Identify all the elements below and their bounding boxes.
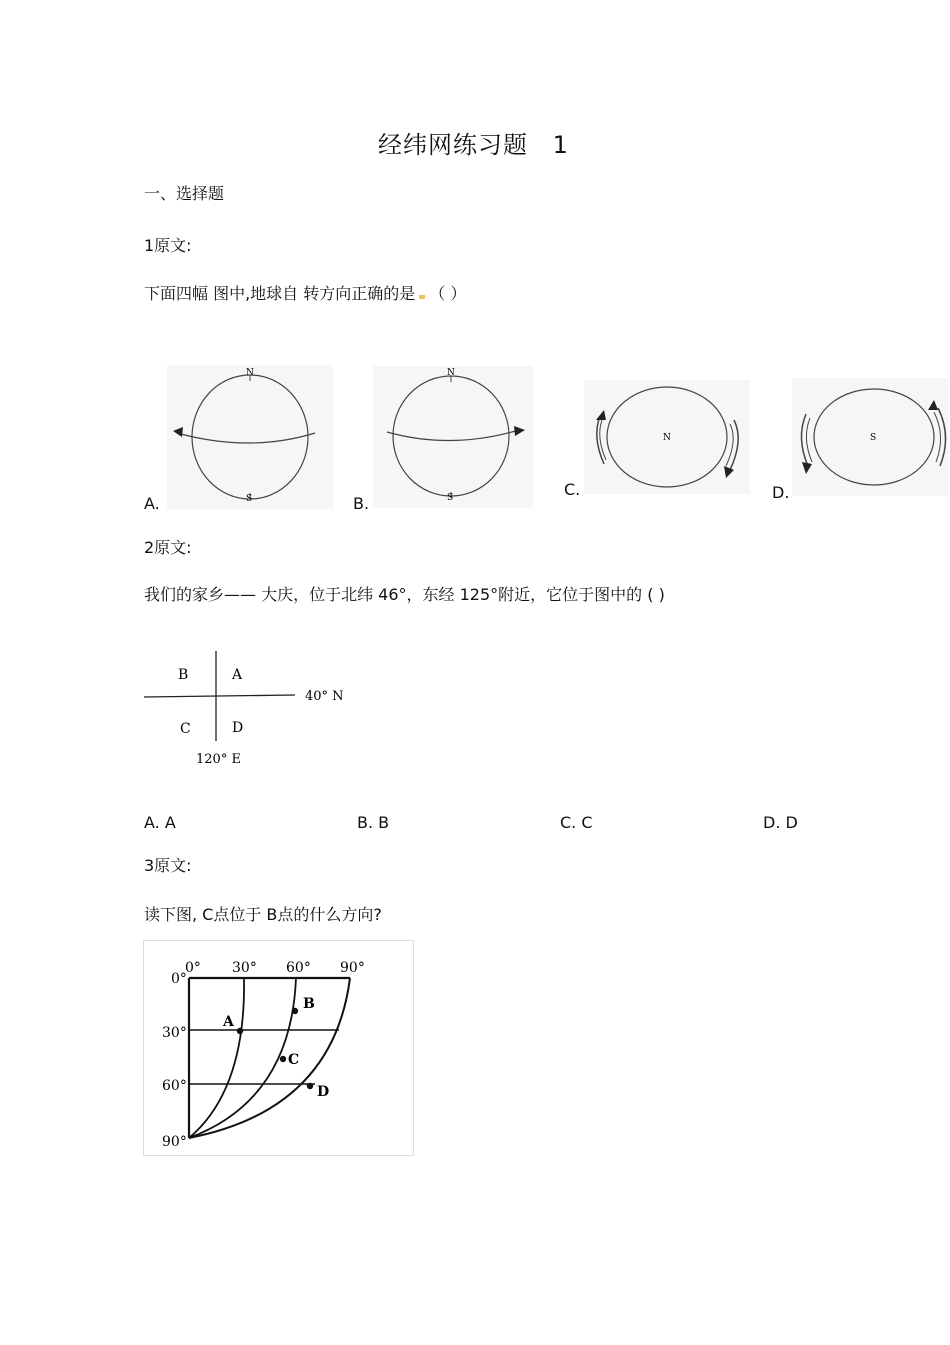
q3-header: 3原文: <box>144 856 192 875</box>
north-label: N <box>447 368 455 378</box>
q1-stem-text: 下面四幅 图中,地球自 转方向正确的是 <box>144 284 416 303</box>
q2-option-b: B. B <box>357 813 390 832</box>
q1-stem <box>144 281 466 304</box>
quadrant-b: B <box>178 667 189 683</box>
q1-figure-a <box>167 365 333 509</box>
left-label-30: 30° <box>162 1025 187 1041</box>
quadrant-c: C <box>180 721 191 737</box>
q1-figure-b <box>373 366 533 508</box>
south-label: S <box>870 433 877 443</box>
point-d-label: D <box>317 1084 330 1100</box>
north-label: N <box>246 368 254 378</box>
q2-option-a: A. A <box>144 813 176 832</box>
q2-option-c: C. C <box>560 813 593 832</box>
left-label-60: 60° <box>162 1078 187 1094</box>
north-label: N <box>663 433 671 443</box>
left-label-0: 0° <box>171 971 187 987</box>
q2-option-d: D. D <box>763 813 798 832</box>
q1-option-d-label: D. <box>772 483 790 502</box>
quadrant-a: A <box>232 667 243 683</box>
point-b-label: B <box>303 996 315 1012</box>
longitude-label: 120° E <box>196 752 241 767</box>
page-title <box>378 125 569 160</box>
quadrant-d: D <box>232 720 244 736</box>
title-text: 经纬网练习题 <box>378 131 528 159</box>
point-c-dot <box>280 1056 286 1062</box>
left-label-90: 90° <box>162 1134 187 1150</box>
top-label-60: 60° <box>286 960 311 976</box>
title-number: 1 <box>552 131 569 159</box>
south-label: S <box>246 494 253 504</box>
q1-figure-d <box>792 378 948 496</box>
point-a-label: A <box>223 1014 234 1030</box>
q1-figure-c <box>584 380 750 494</box>
section-heading: 一、选择题 <box>144 184 225 203</box>
point-c-label: C <box>288 1052 300 1068</box>
q2-header: 2原文: <box>144 538 192 557</box>
q3-stem: 读下图, C点位于 B点的什么方向? <box>144 905 382 924</box>
top-label-0: 0° <box>185 960 201 976</box>
top-label-90: 90° <box>340 960 365 976</box>
latitude-label: 40° N <box>305 689 344 704</box>
q2-coordinate-figure <box>140 645 360 775</box>
south-label: S <box>447 493 454 503</box>
point-d-dot <box>307 1083 313 1089</box>
answer-blank-mark <box>419 295 425 299</box>
point-b-dot <box>292 1008 298 1014</box>
q1-option-a-label: A. <box>144 494 160 513</box>
q1-option-c-label: C. <box>564 480 581 499</box>
top-label-30: 30° <box>232 960 257 976</box>
q1-option-b-label: B. <box>353 494 370 513</box>
q2-stem: 我们的家乡—— 大庆，位于北纬 46°，东经 125°附近，它位于图中的 ( ) <box>144 585 665 604</box>
q1-header: 1原文: <box>144 236 192 255</box>
q1-paren: （ ） <box>429 284 467 303</box>
point-a-dot <box>237 1028 243 1034</box>
q3-graticule-figure <box>143 940 414 1156</box>
